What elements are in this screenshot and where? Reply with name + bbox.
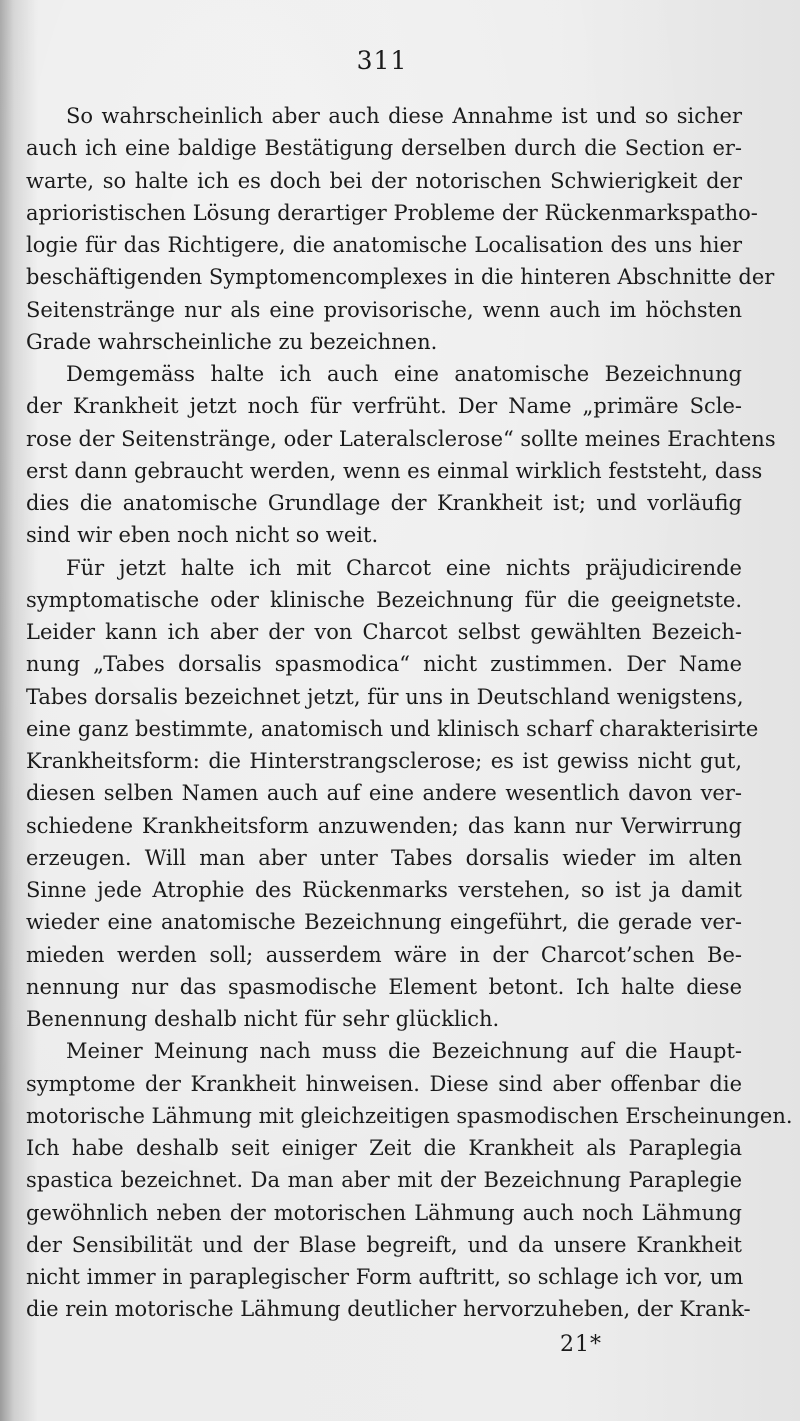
text-line xyxy=(26,132,742,164)
text-line xyxy=(26,1003,742,1035)
text-line xyxy=(26,1164,742,1196)
text-line xyxy=(26,229,742,261)
text-line xyxy=(26,1293,751,1325)
text-line xyxy=(26,1261,742,1293)
text-line xyxy=(26,906,742,938)
text-line xyxy=(26,326,742,358)
text-line xyxy=(26,423,776,455)
text-line xyxy=(26,616,742,648)
text-line xyxy=(26,939,742,971)
text-line-content: erst dann gebraucht werden, wenn es einmal wirklich feststeht, dass xyxy=(26,458,763,483)
signature-mark: 21* xyxy=(560,1332,602,1357)
text-line-content: nennung nur das spasmodische Element betont. Ich halte diese xyxy=(26,974,742,999)
text-line xyxy=(26,810,742,842)
text-line-content: gewöhnlich neben der motorischen Lähmung auch noch Lähmung xyxy=(26,1200,742,1225)
text-line xyxy=(26,1068,742,1100)
text-line-content: spastica bezeichnet. Da man aber mit der Bezeichnung Paraplegie xyxy=(26,1168,742,1193)
text-line-content: symptome der Krankheit hinweisen. Diese sind aber offenbar die xyxy=(26,1071,742,1096)
text-line-content: Für jetzt halte ich mit Charcot eine nichts präjudicirende xyxy=(66,555,742,580)
text-line-content: Sinne jede Atrophie des Rückenmarks verstehen, so ist ja damit xyxy=(26,878,742,902)
text-line-content: nicht immer in paraplegischer Form auftritt, so schlage ich vor, um xyxy=(26,1265,744,1289)
body-text xyxy=(26,100,793,1326)
text-line-content: nung „Tabes dorsalis spasmodica“ nicht zustimmen. Der Name xyxy=(26,652,742,677)
text-line-content: diesen selben Namen auch auf eine andere wesentlich davon ver- xyxy=(26,781,742,806)
text-line-content: Grade wahrscheinliche zu bezeichnen. xyxy=(26,329,438,354)
text-line-content: sind wir eben noch nicht so weit. xyxy=(26,523,379,548)
text-line-content: aprioristischen Lösung derartiger Probleme der Rückenmarkspatho- xyxy=(26,200,758,225)
text-line xyxy=(26,842,742,874)
text-line-content: der Sensibilität und der Blase begreift, und da unsere Krankheit xyxy=(26,1232,742,1257)
text-line xyxy=(26,777,742,809)
text-line xyxy=(26,1132,742,1164)
text-line xyxy=(26,584,742,616)
text-line-content: eine ganz bestimmte, anatomisch und klinisch scharf charakterisirte xyxy=(26,716,759,741)
text-line-content: Benennung deshalb nicht für sehr glücklich. xyxy=(26,1007,500,1031)
text-line xyxy=(26,681,742,713)
text-line-content: logie für das Richtigere, die anatomische Localisation des uns hier xyxy=(26,233,742,257)
text-line-content: dies die anatomische Grundlage der Krankheit ist; und vorläufig xyxy=(26,491,742,515)
text-line xyxy=(26,519,742,551)
text-line xyxy=(26,1100,793,1132)
text-line xyxy=(26,874,742,906)
text-line-content: warte, so halte ich es doch bei der notorischen Schwierigkeit der xyxy=(26,168,742,193)
text-line xyxy=(26,745,742,777)
text-line xyxy=(26,165,742,197)
text-line xyxy=(26,487,742,519)
text-line xyxy=(26,1035,742,1067)
text-line xyxy=(26,552,742,584)
text-line-content: Tabes dorsalis bezeichnet jetzt, für uns in Deutschland wenigstens, xyxy=(26,684,744,709)
text-line xyxy=(26,294,742,326)
text-line xyxy=(26,971,742,1003)
text-line xyxy=(26,713,759,745)
text-line-content: wieder eine anatomische Bezeichnung eingeführt, die gerade ver- xyxy=(26,910,742,935)
text-line-content: der Krankheit jetzt noch für verfrüht. Der Name „primäre Scle- xyxy=(26,394,742,419)
text-line-content: So wahrscheinlich aber auch diese Annahme ist und so sicher xyxy=(66,104,742,128)
text-line xyxy=(26,648,742,680)
text-line-content: Demgemäss halte ich auch eine anatomische Bezeichnung xyxy=(66,362,742,386)
text-line-content: erzeugen. Will man aber unter Tabes dorsalis wieder im alten xyxy=(26,845,742,870)
text-line xyxy=(26,1229,742,1261)
text-line-content: Meiner Meinung nach muss die Bezeichnung auf die Haupt- xyxy=(66,1039,742,1064)
text-line xyxy=(26,455,763,487)
text-line-content: beschäftigenden Symptomencomplexes in die hinteren Abschnitte der xyxy=(26,265,775,290)
text-line xyxy=(26,358,742,390)
text-line-content: Ich habe deshalb seit einiger Zeit die Krankheit als Paraplegia xyxy=(26,1136,742,1160)
text-line-content: symptomatische oder klinische Bezeichnung für die geeignetste. xyxy=(26,587,742,612)
text-line-content: auch ich eine baldige Bestätigung derselben durch die Section er- xyxy=(26,136,742,161)
text-line-content: die rein motorische Lähmung deutlicher hervorzuheben, der Krank- xyxy=(26,1297,751,1322)
text-line xyxy=(26,100,742,132)
text-line-content: motorische Lähmung mit gleichzeitigen spasmodischen Erscheinungen. xyxy=(26,1103,793,1128)
text-line-content: rose der Seitenstränge, oder Lateralsclerose“ sollte meines Erachtens xyxy=(26,426,776,451)
text-line-content: schiedene Krankheitsform anzuwenden; das kann nur Verwirrung xyxy=(26,813,742,838)
text-line-content: Leider kann ich aber der von Charcot selbst gewählten Bezeich- xyxy=(26,620,742,644)
text-line xyxy=(26,197,758,229)
text-line-content: mieden werden soll; ausserdem wäre in der Charcot’schen Be- xyxy=(26,942,742,967)
page-number: 311 xyxy=(356,46,408,75)
text-line xyxy=(26,261,775,293)
text-line xyxy=(26,1197,742,1229)
text-line-content: Krankheitsform: die Hinterstrangsclerose; es ist gewiss nicht gut, xyxy=(26,749,742,773)
text-line xyxy=(26,390,742,422)
text-line-content: Seitenstränge nur als eine provisorische, wenn auch im höchsten xyxy=(26,297,742,322)
